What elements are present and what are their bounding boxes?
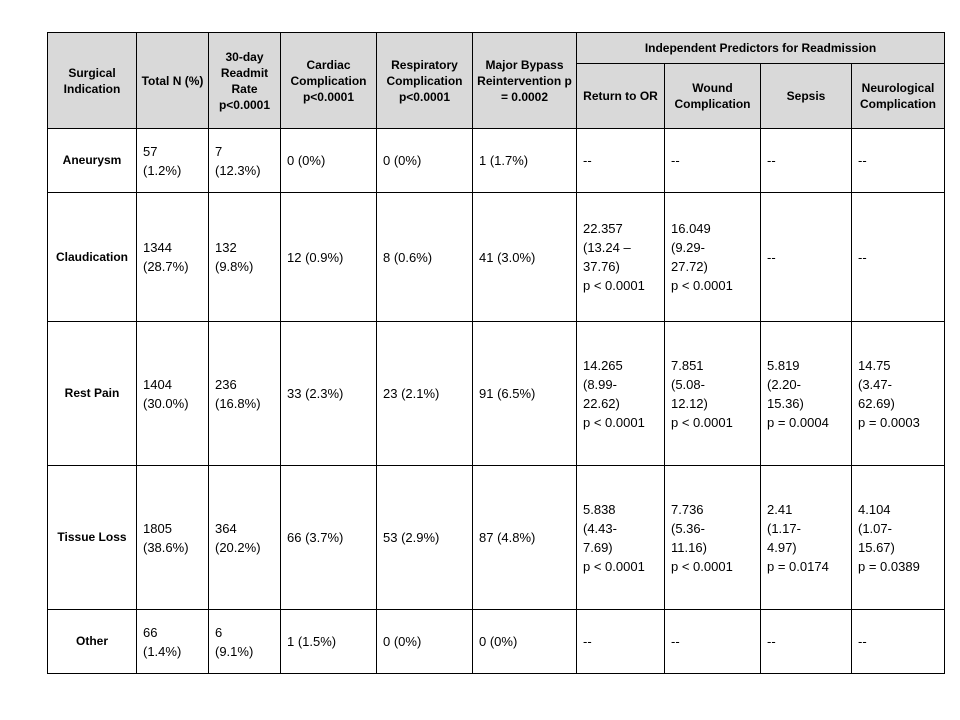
row-indication: Other (48, 610, 137, 674)
cell-readmit: 132 (9.8%) (209, 193, 281, 322)
table-row (48, 129, 945, 193)
cell-return-or: 14.265 (8.99- 22.62) p < 0.0001 (577, 322, 665, 466)
table-row (48, 610, 945, 674)
cell-wound: -- (665, 610, 761, 674)
cell-readmit: 364 (20.2%) (209, 466, 281, 610)
cell-neuro: -- (852, 193, 945, 322)
cell-cardiac: 12 (0.9%) (281, 193, 377, 322)
cell-return-or: 22.357 (13.24 – 37.76) p < 0.0001 (577, 193, 665, 322)
cell-readmit: 7 (12.3%) (209, 129, 281, 193)
header-return-to-or: Return to OR (577, 64, 665, 129)
cell-bypass: 91 (6.5%) (473, 322, 577, 466)
cell-sepsis: 2.41 (1.17- 4.97) p = 0.0174 (761, 466, 852, 610)
table-row (48, 322, 945, 466)
cell-respiratory: 53 (2.9%) (377, 466, 473, 610)
cell-bypass: 87 (4.8%) (473, 466, 577, 610)
cell-neuro: -- (852, 129, 945, 193)
cell-cardiac: 0 (0%) (281, 129, 377, 193)
cell-total: 1404 (30.0%) (137, 322, 209, 466)
cell-readmit: 236 (16.8%) (209, 322, 281, 466)
cell-cardiac: 66 (3.7%) (281, 466, 377, 610)
table-header (48, 33, 945, 129)
header-neurological: Neurological Complication (852, 64, 945, 129)
header-surgical-indication: Surgical Indication (48, 33, 137, 129)
cell-respiratory: 23 (2.1%) (377, 322, 473, 466)
readmission-table (47, 32, 945, 674)
cell-total: 1344 (28.7%) (137, 193, 209, 322)
row-indication: Aneurysm (48, 129, 137, 193)
cell-wound: -- (665, 129, 761, 193)
header-total-n: Total N (%) (137, 33, 209, 129)
table-body (48, 129, 945, 674)
cell-respiratory: 0 (0%) (377, 129, 473, 193)
cell-return-or: -- (577, 129, 665, 193)
header-bypass-reintervention: Major Bypass Reintervention p = 0.0002 (473, 33, 577, 129)
cell-neuro: -- (852, 610, 945, 674)
cell-sepsis: -- (761, 129, 852, 193)
header-cardiac: Cardiac Complication p<0.0001 (281, 33, 377, 129)
cell-neuro: 14.75 (3.47- 62.69) p = 0.0003 (852, 322, 945, 466)
cell-total: 1805 (38.6%) (137, 466, 209, 610)
cell-wound: 7.736 (5.36- 11.16) p < 0.0001 (665, 466, 761, 610)
cell-sepsis: -- (761, 610, 852, 674)
header-readmit-rate: 30-day Readmit Rate p<0.0001 (209, 33, 281, 129)
cell-return-or: -- (577, 610, 665, 674)
row-indication: Rest Pain (48, 322, 137, 466)
header-sepsis: Sepsis (761, 64, 852, 129)
cell-wound: 16.049 (9.29- 27.72) p < 0.0001 (665, 193, 761, 322)
cell-bypass: 1 (1.7%) (473, 129, 577, 193)
table-row (48, 193, 945, 322)
cell-respiratory: 8 (0.6%) (377, 193, 473, 322)
header-row-top (48, 33, 945, 64)
cell-cardiac: 1 (1.5%) (281, 610, 377, 674)
cell-total: 57 (1.2%) (137, 129, 209, 193)
cell-sepsis: -- (761, 193, 852, 322)
cell-readmit: 6 (9.1%) (209, 610, 281, 674)
cell-sepsis: 5.819 (2.20- 15.36) p = 0.0004 (761, 322, 852, 466)
table-row (48, 466, 945, 610)
cell-bypass: 41 (3.0%) (473, 193, 577, 322)
cell-wound: 7.851 (5.08- 12.12) p < 0.0001 (665, 322, 761, 466)
header-wound-complication: Wound Complication (665, 64, 761, 129)
cell-total: 66 (1.4%) (137, 610, 209, 674)
row-indication: Tissue Loss (48, 466, 137, 610)
row-indication: Claudication (48, 193, 137, 322)
cell-neuro: 4.104 (1.07- 15.67) p = 0.0389 (852, 466, 945, 610)
cell-return-or: 5.838 (4.43- 7.69) p < 0.0001 (577, 466, 665, 610)
header-predictors-group: Independent Predictors for Readmission (577, 33, 945, 64)
cell-cardiac: 33 (2.3%) (281, 322, 377, 466)
cell-bypass: 0 (0%) (473, 610, 577, 674)
header-respiratory: Respiratory Complication p<0.0001 (377, 33, 473, 129)
cell-respiratory: 0 (0%) (377, 610, 473, 674)
